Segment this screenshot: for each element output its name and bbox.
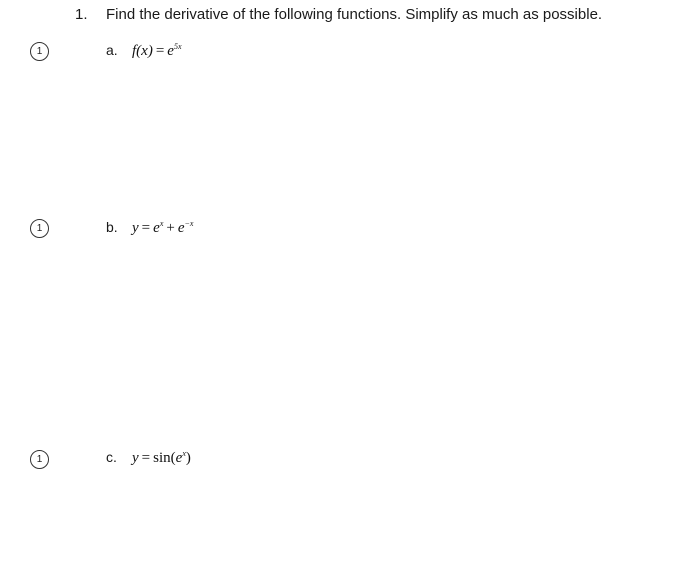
- part-b-term1-exponent: x: [159, 219, 164, 228]
- part-a-equation: [132, 43, 182, 60]
- part-c-inner-base: e: [175, 450, 183, 466]
- part-c-func: sin: [153, 450, 171, 466]
- part-a-label: a.: [106, 42, 118, 58]
- part-a-exponent: 5x: [173, 42, 182, 51]
- question-text: Find the derivative of the following functions. Simplify as much as possible.: [106, 6, 603, 23]
- part-b-term1-base: e: [153, 220, 160, 236]
- part-b-term2-exponent: −x: [184, 219, 194, 228]
- part-b-plus: +: [166, 220, 175, 236]
- marks-badge-b: 1: [30, 219, 49, 238]
- part-b-equals: =: [141, 220, 151, 236]
- part-c-open-paren: (: [170, 450, 176, 466]
- part-a: [106, 42, 182, 60]
- part-a-equals: =: [155, 43, 165, 59]
- part-c-close-paren: ): [185, 450, 191, 466]
- part-a-lhs: f(x): [132, 43, 153, 59]
- part-c-inner-exponent: x: [182, 449, 186, 458]
- part-b: [106, 219, 193, 237]
- part-c: [106, 449, 191, 467]
- part-b-label: b.: [106, 219, 118, 235]
- part-c-label: c.: [106, 449, 117, 465]
- part-b-lhs: y: [132, 220, 139, 236]
- part-c-equals: =: [141, 450, 151, 466]
- part-c-lhs: y: [132, 450, 139, 466]
- part-a-base: e: [167, 43, 174, 59]
- marks-badge-a: 1: [30, 42, 49, 61]
- part-b-term2-base: e: [177, 220, 185, 236]
- marks-badge-c: 1: [30, 450, 49, 469]
- part-c-equation: [132, 450, 191, 467]
- question-number: 1.: [75, 6, 88, 23]
- part-b-equation: [132, 220, 193, 237]
